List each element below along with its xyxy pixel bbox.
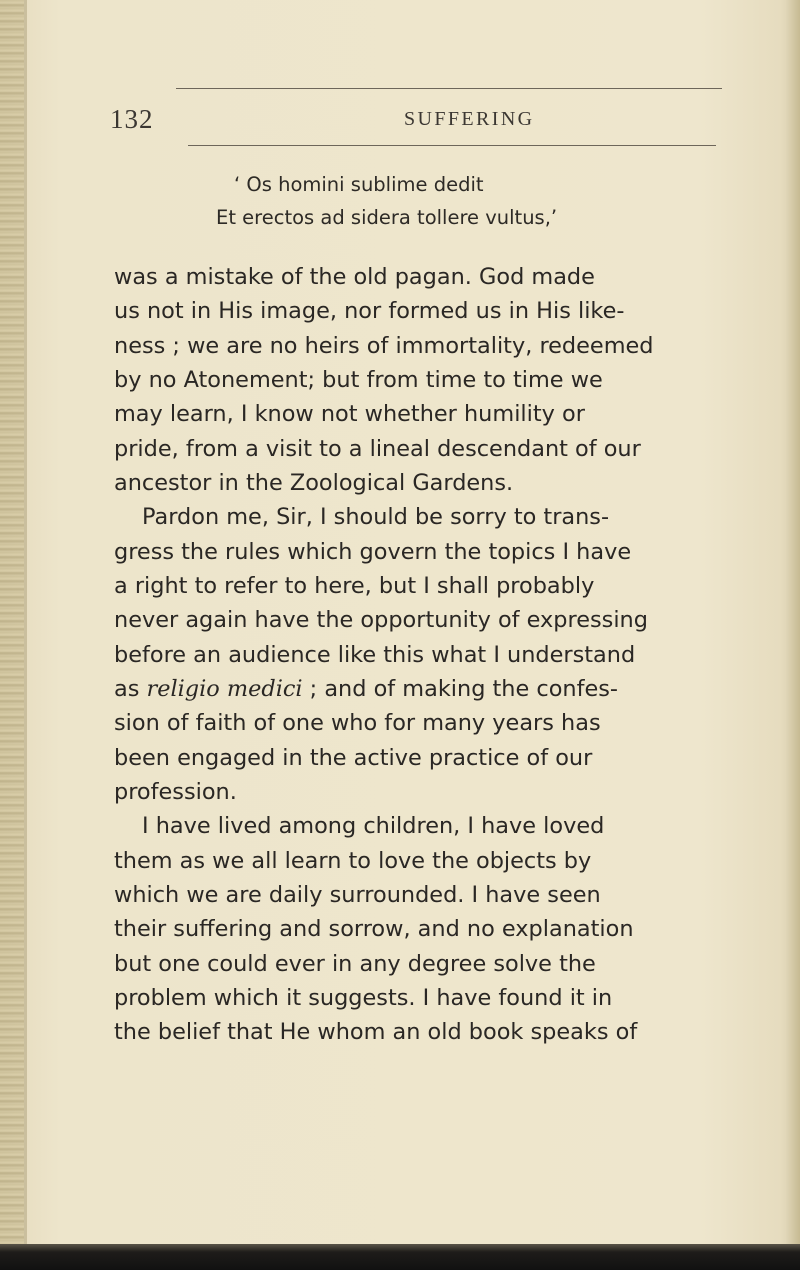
text-line: may learn, I know not whether humility or: [114, 401, 585, 427]
page-number: 132: [110, 104, 154, 134]
text-line: was a mistake of the old pagan. God made: [114, 264, 595, 290]
text-line: problem which it suggests. I have found it in: [114, 985, 613, 1011]
page-right-edge: [786, 0, 800, 1250]
text-line: Pardon me, Sir, I should be sorry to trans-: [142, 504, 610, 530]
text-line: ancestor in the Zoological Gardens.: [114, 470, 514, 496]
header-rule-top: [176, 88, 722, 89]
text-line: sion of faith of one who for many years has: [114, 710, 601, 736]
text-run: ; and of making the confes-: [302, 676, 618, 702]
text-line: us not in His image, nor formed us in His like-: [114, 298, 625, 324]
text-line: profession.: [114, 779, 237, 805]
quote-line-2: Et erectos ad sidera tollere vultus,’: [216, 206, 558, 229]
text-run: as: [114, 676, 147, 702]
text-line: by no Atonement; but from time to time we: [114, 367, 603, 393]
text-line: but one could ever in any degree solve the: [114, 950, 596, 977]
text-line: the belief that He whom an old book speaks of: [114, 1019, 638, 1045]
text-line: been engaged in the active practice of our: [114, 744, 593, 771]
page-binding-shadow: [0, 0, 24, 1250]
text-line: pride, from a visit to a lineal descendant of our: [114, 435, 641, 462]
text-line: I have lived among children, I have loved: [142, 813, 605, 839]
quote-line-1: ‘ Os homini sublime dedit: [234, 173, 484, 196]
text-line: before an audience like this what I understand: [114, 641, 636, 668]
text-line: never again have the opportunity of expressing: [114, 607, 648, 633]
italic-phrase: religio medici: [146, 676, 303, 702]
text-line: their suffering and sorrow, and no explanation: [114, 916, 634, 942]
text-line: them as we all learn to love the objects by: [114, 847, 592, 874]
text-line: gress the rules which govern the topics I have: [114, 538, 632, 565]
scan-bottom-edge: [0, 1244, 800, 1270]
header-rule-bottom: [188, 145, 716, 146]
text-line-with-italic: [114, 672, 618, 706]
text-line: a right to refer to here, but I shall probably: [114, 573, 595, 599]
running-head: SUFFERING: [404, 108, 535, 130]
page-binding-edge: [24, 0, 27, 1250]
text-line: which we are daily surrounded. I have seen: [114, 882, 601, 908]
text-line: ness ; we are no heirs of immortality, redeemed: [114, 332, 654, 359]
